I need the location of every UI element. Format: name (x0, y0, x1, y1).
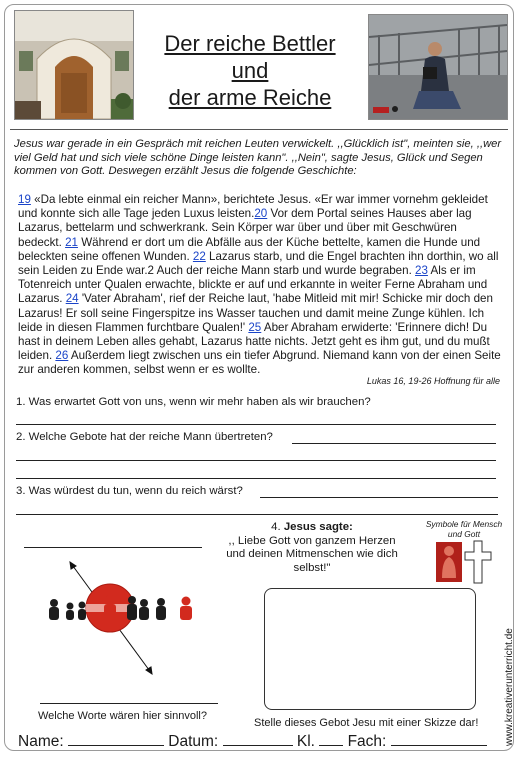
question-4-quote: ,, Liebe Gott von ganzem Herzen und deinen Mitmenschen wie dich selbst!" (226, 534, 398, 574)
verse-text-23: Als er im Totenreich unter Qualen erwachte, blickte er auf und erkannte in weiter Ferne Abraham und Lazarus. (18, 264, 488, 306)
answer-line-2b[interactable] (16, 460, 496, 461)
question-1: 1. Was erwartet Gott von uns, wenn wir mehr haben als wir brauchen? (16, 396, 371, 408)
verse-text-24: 'Vater Abraham', rief der Reiche laut, 'habe Mitleid mit mir! Schicke mir doch den Lazarus! Er soll seine Fingerspitze ins Wasser tauchen und damit meine Zunge kühlen. Ich leide in diesen Flammen furchtbare Qualen!' (18, 292, 493, 334)
class-label: Kl. (296, 733, 315, 750)
website-label: www.kreativerunterricht.de (504, 628, 515, 746)
answer-line-1a[interactable] (16, 424, 496, 425)
verse-link-22[interactable]: 22 (192, 249, 206, 263)
subject-label: Fach: (347, 733, 387, 750)
verse-text-25: Aber Abraham erwiderte: 'Erinnere dich! Du hast in deinem Leben alles gehabt, Lazarus hatte nichts. Jetzt geht es ihm gut, und du mußt leiden. (18, 320, 490, 363)
answer-line-3b[interactable] (16, 514, 498, 515)
intro-text: Jesus war gerade in ein Gespräch mit reichen Leuten verwickelt. ,,Glücklich ist", meinten sie, ,,wer viel Geld hat und sich viele schöne Dinge leisten kann". ,,Nein", sagte Jesus, Glück und Segen kommen von Gott. Deswegen erzählt Jesus die folgende Geschichte: (14, 138, 502, 178)
question-2: 2. Welche Gebote hat der reiche Mann übertreten? (16, 431, 273, 443)
sketch-caption: Stelle dieses Gebot Jesu mit einer Skizze dar! (254, 717, 479, 729)
verse-link-20[interactable]: 20 (254, 207, 268, 221)
subject-field[interactable] (391, 733, 487, 746)
title-line-3: der arme Reiche (168, 85, 332, 110)
date-label: Datum: (168, 733, 219, 750)
verse-text-26: Außerdem liegt zwischen uns ein tiefer Abgrund. Niemand kann von der einen Seite zur anderen kommen, selbst wenn er es wollte. (18, 349, 501, 377)
answer-line-3a[interactable] (260, 497, 498, 498)
page-title (140, 30, 360, 111)
footer-fields (18, 733, 487, 751)
header-divider (10, 129, 508, 130)
class-field[interactable] (319, 733, 343, 746)
house-photo (14, 10, 134, 120)
sketch-box[interactable] (264, 588, 476, 710)
verse-text-21: Während er dort um die Abfälle aus der Küche bettelte, kamen die Hunde und beleckten seine offenen Wunden. (18, 235, 481, 263)
symbols-caption: Symbole für Mensch und Gott (425, 519, 503, 539)
verse-text-19: «Da lebte einmal ein reicher Mann», berichtete Jesus. «Er war immer vornehm gekleidet und konnte sich alle Tage jeden Luxus leisten. (18, 193, 488, 221)
name-field[interactable] (68, 733, 164, 746)
bible-reference: Lukas 16, 19-26 Hoffnung für alle (366, 376, 500, 386)
question-4 (222, 521, 402, 575)
verse-link-23[interactable]: 23 (415, 264, 428, 278)
title-line-2: und (231, 58, 269, 83)
cross-icon (464, 540, 492, 584)
people-diagram (40, 556, 210, 686)
verse-link-19[interactable]: 19 (18, 193, 31, 206)
words-line-bottom[interactable] (40, 703, 218, 704)
words-line-top[interactable] (24, 547, 202, 548)
name-label: Name: (18, 733, 64, 750)
verse-text-20: Vor dem Portal seines Hauses aber lag Lazarus, bettelarm und schwerkrank. Sein Körper war über und über mit Geschwüren bedeckt. (18, 207, 472, 249)
question-3: 3. Was würdest du tun, wenn du reich wärst? (16, 485, 243, 497)
human-symbol-icon (436, 542, 462, 582)
beggar-photo (368, 14, 508, 120)
answer-line-2a[interactable] (292, 443, 496, 444)
answer-line-2c[interactable] (16, 478, 496, 479)
verse-text-22: Lazarus starb, und die Engel brachten ihn dorthin, wo all sein Leiden zu Ende war.2 Auch der reiche Mann starb und wurde begraben. (18, 249, 499, 278)
website-label-wrap (504, 596, 518, 746)
verse-link-24[interactable]: 24 (65, 292, 79, 306)
question-4-heading: Jesus sagte: (283, 521, 353, 533)
verse-link-26[interactable]: 26 (55, 349, 69, 363)
question-4-number: 4. (271, 521, 284, 533)
title-line-1: Der reiche Bettler (164, 31, 336, 56)
words-caption: Welche Worte wären hier sinnvoll? (38, 710, 207, 722)
date-field[interactable] (223, 733, 293, 746)
story-text (18, 193, 502, 378)
verse-link-21[interactable]: 21 (65, 235, 78, 249)
verse-link-25[interactable]: 25 (248, 320, 262, 334)
